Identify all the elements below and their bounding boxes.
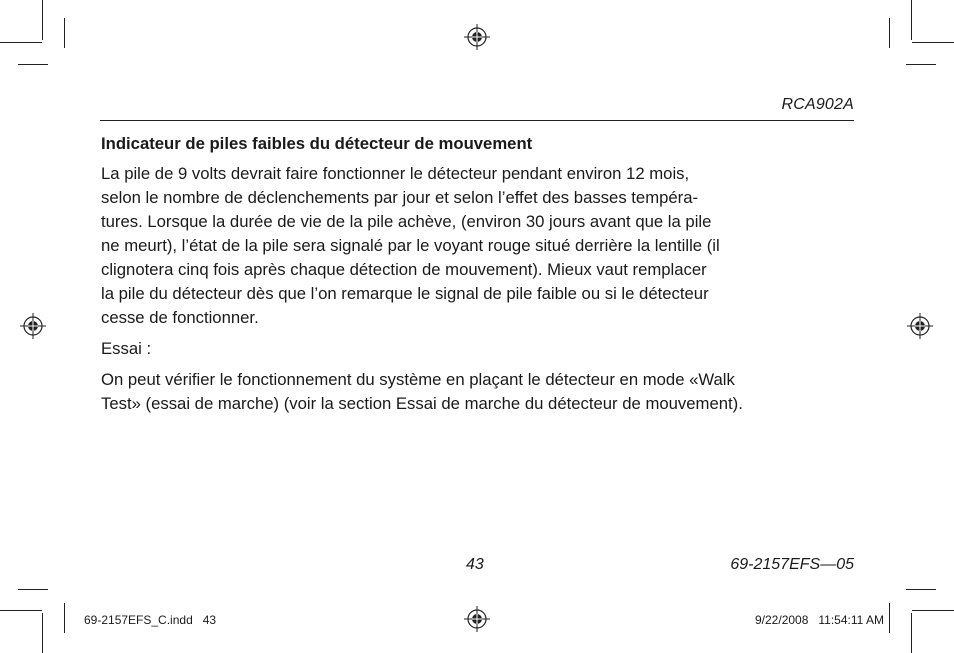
crop-mark-bottom-left-v2 [42, 613, 43, 653]
paragraph-line: la pile du détecteur dès que l’on remarque le signal de pile faible ou si le détecteur [101, 284, 709, 303]
registration-mark-icon-right [907, 313, 933, 339]
test-line: On peut vérifier le fonctionnement du système en plaçant le détecteur en mode «Walk [101, 370, 735, 389]
crop-mark-bottom-right-v2 [911, 613, 912, 653]
registration-mark-icon-top [464, 24, 490, 50]
paragraph-line: selon le nombre de déclenchements par jour et selon l’effet des basses tempéra- [101, 188, 699, 207]
header-rule [100, 120, 854, 121]
body-paragraph [101, 162, 861, 330]
paragraph-line: cesse de fonctionner. [101, 308, 259, 327]
crop-mark-bottom-left-h [18, 589, 48, 590]
registration-mark-icon-left [20, 313, 46, 339]
crop-mark-top-left-v2 [64, 18, 65, 48]
test-line: Test» (essai de marche) (voir la section Essai de marche du détecteur de mouvement). [101, 394, 743, 413]
crop-mark-top-right-h [912, 42, 954, 43]
section-heading: Indicateur de piles faibles du détecteur de mouvement [101, 134, 533, 153]
crop-mark-top-right-v [911, 0, 912, 40]
test-subheading: Essai : [101, 339, 152, 358]
paragraph-line: ne meurt), l’état de la pile sera signalé par le voyant rouge situé derrière la lentille (il [101, 236, 720, 255]
page-content [101, 132, 861, 423]
crop-mark-bottom-right-h [906, 589, 936, 590]
crop-mark-top-left-h2 [18, 64, 48, 65]
crop-mark-top-left-v [42, 0, 43, 40]
slug-file-name: 69-2157EFS_C.indd 43 [84, 613, 217, 627]
document-code: 69-2157EFS—05 [730, 556, 854, 573]
test-paragraph [101, 368, 861, 416]
paragraph-line: La pile de 9 volts devrait faire fonctionner le détecteur pendant environ 12 mois, [101, 164, 690, 183]
crop-mark-top-right-h2 [906, 64, 936, 65]
crop-mark-bottom-left-v [64, 603, 65, 633]
crop-mark-top-left-h [0, 42, 42, 43]
slug-datetime: 9/22/2008 11:54:11 AM [755, 613, 884, 627]
crop-mark-bottom-left-h2 [0, 610, 42, 611]
header-model: RCA902A [781, 96, 854, 113]
crop-mark-bottom-right-v [889, 603, 890, 633]
paragraph-line: tures. Lorsque la durée de vie de la pile achève, (environ 30 jours avant que la pile [101, 212, 712, 231]
crop-mark-bottom-right-h2 [912, 610, 954, 611]
crop-mark-top-right-v2 [889, 18, 890, 48]
registration-mark-icon-bottom [464, 606, 490, 632]
page-number: 43 [466, 556, 484, 573]
paragraph-line: clignotera cinq fois après chaque détection de mouvement). Mieux vaut remplacer [101, 260, 707, 279]
